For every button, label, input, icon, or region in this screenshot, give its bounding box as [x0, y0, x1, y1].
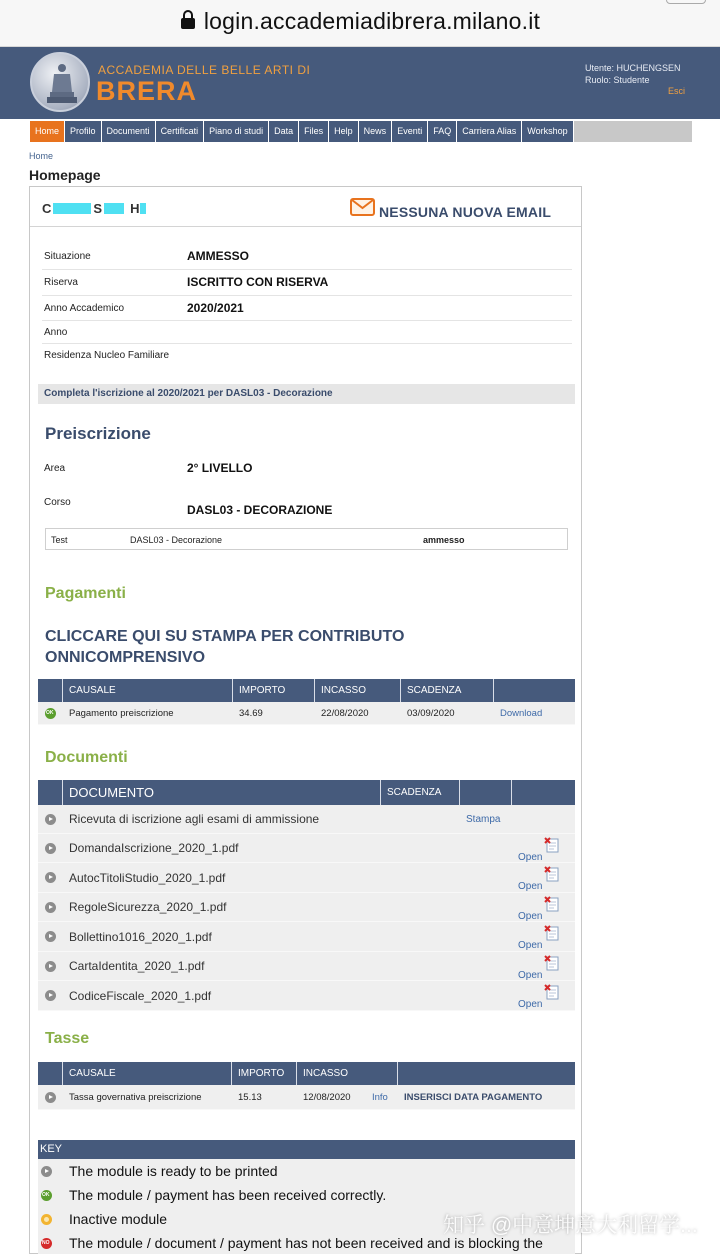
lock-icon: [180, 10, 196, 30]
cell-incasso: 22/08/2020: [321, 707, 369, 719]
col-incasso: INCASSO: [315, 679, 401, 702]
nav-eventi[interactable]: Eventi: [392, 121, 428, 142]
info-label: Anno: [44, 327, 68, 338]
key-text: The module / document / payment has not been received and is blocking the: [69, 1235, 543, 1251]
name-part-1: C: [42, 201, 52, 216]
key-text: The module is ready to be printed: [69, 1163, 278, 1179]
info-label: Situazione: [44, 251, 91, 262]
key-row: [38, 1183, 575, 1207]
breadcrumb[interactable]: Home: [29, 151, 54, 161]
ready-icon: [45, 902, 56, 913]
info-value: AMMESSO: [187, 249, 250, 263]
key-body: [38, 1159, 575, 1254]
header-action-col: [512, 780, 575, 805]
payments-table-header: [38, 679, 575, 702]
test-result-box: [45, 528, 568, 550]
watermark: 知乎 @中意坤意大利留学...: [443, 1214, 698, 1237]
table-row: [38, 805, 575, 834]
nav-documenti[interactable]: Documenti: [102, 121, 156, 142]
document-name: DomandaIscrizione_2020_1.pdf: [69, 841, 239, 855]
ready-icon: [45, 1092, 56, 1103]
table-row: [38, 834, 575, 863]
ready-icon: [45, 931, 56, 942]
open-link[interactable]: Open: [518, 940, 543, 951]
name-redaction: [53, 203, 91, 214]
student-header: [30, 187, 581, 227]
payments-table: [38, 679, 575, 725]
nav-faq[interactable]: FAQ: [428, 121, 457, 142]
file-icon[interactable]: [544, 866, 560, 882]
document-name: Ricevuta di iscrizione agli esami di ammissione: [69, 812, 320, 826]
header-action-col: [398, 1062, 575, 1085]
file-icon[interactable]: [544, 837, 560, 853]
cell-incasso: 12/08/2020: [303, 1091, 351, 1103]
open-link[interactable]: Open: [518, 999, 543, 1010]
main-nav: [30, 121, 692, 142]
section-title-preiscrizione: Preiscrizione: [45, 424, 151, 443]
open-cell: [512, 986, 575, 1010]
section-title-tasse: Tasse: [45, 1030, 90, 1047]
status-cell: [38, 814, 63, 825]
col-incasso: INCASSO: [297, 1062, 398, 1085]
section-title-documenti: Documenti: [45, 749, 128, 766]
status-cell: [38, 1092, 63, 1103]
open-cell: [512, 898, 575, 922]
status-cell: [38, 902, 63, 913]
payment-print-link[interactable]: CLICCARE QUI SU STAMPA PER CONTRIBUTO ONNICOMPRENSIVO: [45, 628, 405, 666]
info-label: Anno Accademico: [44, 303, 125, 314]
ready-icon: [45, 843, 56, 854]
area-label: Area: [44, 463, 66, 474]
open-link[interactable]: Open: [518, 910, 543, 922]
open-cell: [512, 839, 575, 863]
browser-pill: [666, 0, 706, 4]
info-value: 2020/2021: [187, 301, 244, 315]
corso-value: DASL03 - DECORAZIONE: [187, 503, 333, 517]
info-label: Residenza Nucleo Familiare: [44, 350, 170, 361]
ok-icon: [45, 708, 56, 719]
info-row: [42, 244, 572, 270]
open-cell: [512, 957, 575, 981]
key-title: KEY: [38, 1140, 575, 1159]
nav-workshop[interactable]: Workshop: [522, 121, 573, 142]
name-redaction: [104, 203, 124, 214]
col-scadenza: SCADENZA: [381, 780, 460, 805]
open-cell: [512, 927, 575, 951]
page-title: Homepage: [29, 167, 101, 183]
info-value: ISCRITTO CON RISERVA: [187, 275, 329, 289]
table-row: [38, 702, 575, 725]
user-label: Utente: HUCHENGSEN: [585, 63, 681, 73]
file-icon[interactable]: [544, 925, 560, 941]
inactive-icon: [41, 1214, 52, 1225]
status-cell: [38, 872, 63, 883]
corso-label: Corso: [44, 497, 71, 508]
section-title-pagamenti: Pagamenti: [45, 585, 126, 602]
header-action-col: [494, 679, 575, 702]
cell-importo: 15.13: [238, 1091, 262, 1103]
test-label: Test: [51, 535, 68, 545]
key-text: Inactive module: [69, 1211, 168, 1227]
name-part-2: S: [93, 201, 103, 216]
status-cell: [38, 961, 63, 972]
ready-icon: [45, 990, 56, 1001]
info-row: [42, 321, 572, 344]
logout-link[interactable]: Esci: [668, 86, 686, 96]
document-name: RegoleSicurezza_2020_1.pdf: [69, 900, 227, 914]
nav-help[interactable]: Help: [329, 121, 359, 142]
header-icon-col: [38, 1062, 63, 1085]
taxes-table-header: [38, 1062, 575, 1085]
table-row: [38, 922, 575, 952]
url-display[interactable]: [0, 8, 720, 35]
name-part-3: H: [130, 201, 140, 216]
nav-piano-di-studi[interactable]: Piano di studi: [204, 121, 269, 142]
ready-icon: [45, 872, 56, 883]
ready-icon: [41, 1166, 52, 1177]
url-text: login.accademiadibrera.milano.it: [203, 8, 541, 34]
taxes-table: [38, 1062, 575, 1110]
nav-carriera-alias[interactable]: Carriera Alias: [457, 121, 522, 142]
col-importo: IMPORTO: [232, 1062, 297, 1085]
role-label: Ruolo: Studente: [585, 75, 650, 85]
file-icon[interactable]: [544, 984, 560, 1000]
documents-table-header: [38, 780, 575, 805]
status-cell: [38, 990, 63, 1001]
header-icon-col: [38, 679, 63, 702]
cell-scadenza: 03/09/2020: [407, 707, 455, 719]
academy-name: BRERA: [96, 76, 198, 106]
complete-enrollment-notice[interactable]: [38, 384, 575, 404]
browser-url-bar[interactable]: [0, 0, 720, 47]
ok-icon: [41, 1190, 52, 1201]
area-value: 2° LIVELLO: [187, 461, 253, 475]
notice-text: Completa l'iscrizione al 2020/2021 per DASL03 - Decorazione: [44, 388, 333, 399]
nav-certificati[interactable]: Certificati: [156, 121, 205, 142]
table-row: [38, 1085, 575, 1110]
open-link[interactable]: Open: [518, 881, 543, 892]
col-causale: CAUSALE: [63, 679, 233, 702]
name-redaction: [140, 203, 146, 214]
mail-icon[interactable]: [350, 198, 375, 216]
mail-status[interactable]: NESSUNA NUOVA EMAIL: [379, 204, 552, 220]
academy-subtitle: ACCADEMIA DELLE BELLE ARTI DI: [98, 63, 311, 77]
document-name: AutocTitoliStudio_2020_1.pdf: [69, 870, 226, 885]
open-link[interactable]: Open: [518, 851, 543, 863]
info-label: Riserva: [44, 277, 78, 288]
table-row: [38, 863, 575, 893]
file-icon[interactable]: [544, 896, 560, 912]
table-row: [38, 981, 575, 1011]
info-row: [42, 296, 572, 321]
key-text: The module / payment has been received correctly.: [69, 1187, 387, 1203]
table-row: [38, 893, 575, 922]
col-causale: CAUSALE: [63, 1062, 232, 1085]
cell-causale: Pagamento preiscrizione: [69, 707, 174, 719]
document-name: CartaIdentita_2020_1.pdf: [69, 959, 205, 973]
info-row: [42, 344, 572, 368]
nav-data[interactable]: Data: [269, 121, 299, 142]
file-icon[interactable]: [544, 955, 560, 971]
nav-home[interactable]: Home: [30, 121, 65, 142]
nav-files[interactable]: Files: [299, 121, 329, 142]
document-name: CodiceFiscale_2020_1.pdf: [69, 988, 212, 1003]
ready-icon: [45, 961, 56, 972]
student-name: [42, 201, 146, 216]
test-course: DASL03 - Decorazione: [130, 535, 223, 545]
key-row: [38, 1159, 575, 1183]
header-col-empty: [460, 780, 512, 805]
open-link[interactable]: Open: [518, 969, 543, 981]
documents-table: [38, 780, 575, 1010]
test-result: ammesso: [423, 535, 465, 545]
download-link[interactable]: Download: [500, 707, 543, 719]
nav-profilo[interactable]: Profilo: [65, 121, 102, 142]
site-header: [0, 47, 720, 119]
cell-causale: Tassa governativa preiscrizione: [69, 1091, 202, 1103]
print-link[interactable]: Stampa: [466, 813, 501, 825]
insert-payment-date-link[interactable]: INSERISCI DATA PAGAMENTO: [404, 1091, 543, 1103]
col-documento: DOCUMENTO: [63, 780, 381, 805]
blocking-icon: [41, 1238, 52, 1249]
statue-icon: [44, 62, 80, 106]
document-name: Bollettino1016_2020_1.pdf: [69, 929, 212, 944]
header-icon-col: [38, 780, 63, 805]
col-scadenza: SCADENZA: [401, 679, 494, 702]
status-cell: [38, 708, 63, 719]
col-importo: IMPORTO: [233, 679, 315, 702]
status-cell: [38, 931, 63, 942]
open-cell: [512, 868, 575, 892]
user-info: [585, 62, 681, 86]
main-panel: [29, 186, 582, 1254]
info-link[interactable]: Info: [372, 1091, 388, 1103]
status-cell: [38, 843, 63, 854]
cell-importo: 34.69: [239, 707, 263, 719]
nav-news[interactable]: News: [359, 121, 393, 142]
ready-icon: [45, 814, 56, 825]
info-row: [42, 270, 572, 296]
table-row: [38, 952, 575, 981]
academy-seal-logo[interactable]: [30, 52, 90, 112]
